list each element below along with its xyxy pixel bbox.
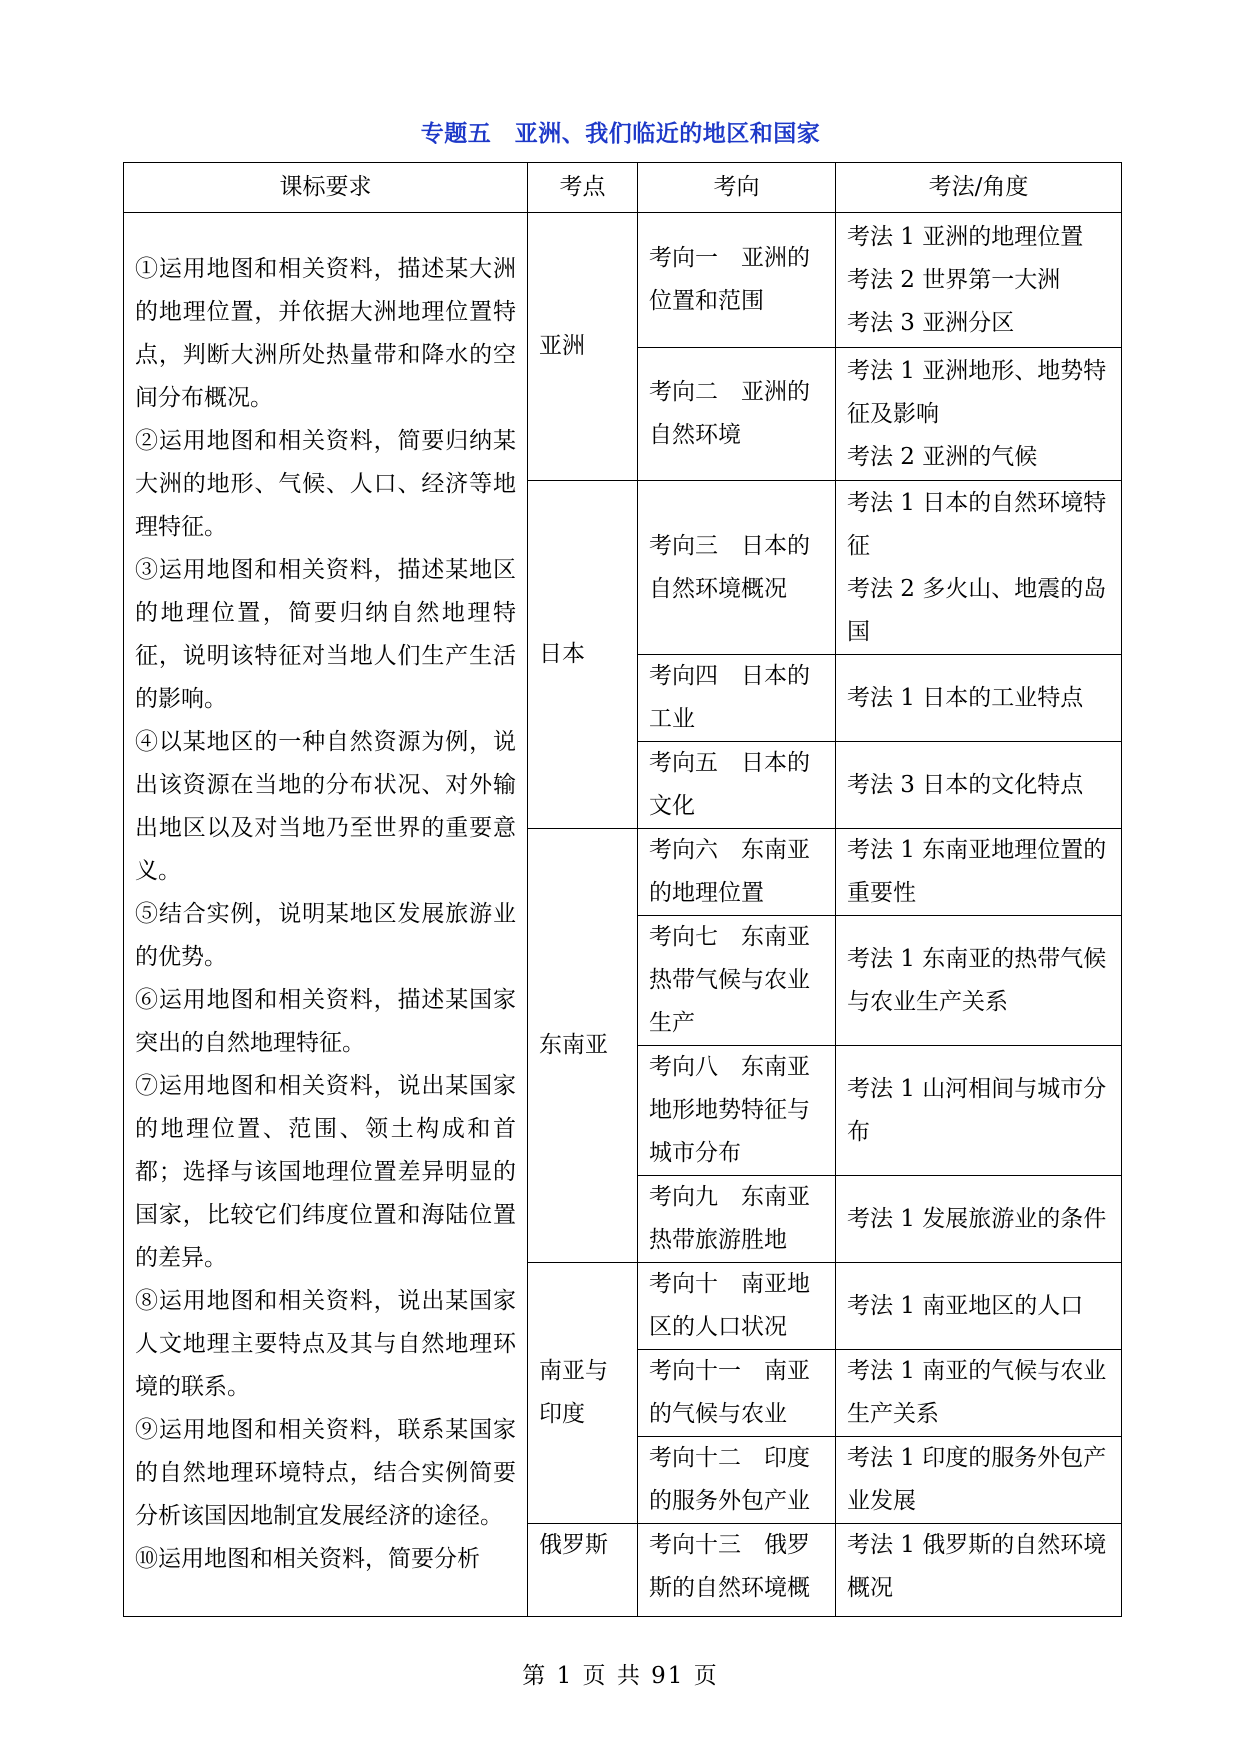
kaoxiang-cell: 考向十一 南亚的气候与农业 xyxy=(638,1350,836,1437)
requirement-item: ⑥运用地图和相关资料，描述某国家突出的自然地理特征。 xyxy=(135,987,516,1056)
kaodian-cell: 南亚与印度 xyxy=(528,1263,638,1524)
requirement-item: ⑤结合实例，说明某地区发展旅游业的优势。 xyxy=(135,901,516,970)
kaofa-cell: 考法 1 山河相间与城市分布 xyxy=(836,1046,1122,1176)
kaofa-cell xyxy=(836,348,1122,481)
kaofa-line: 考法 1 亚洲地形、地势特征及影响 xyxy=(847,357,1107,427)
kaoxiang-cell: 考向四 日本的工业 xyxy=(638,655,836,742)
header-kaodian: 考点 xyxy=(528,163,638,213)
kaofa-line: 考法 2 亚洲的气候 xyxy=(847,443,1038,470)
header-kaoxiang: 考向 xyxy=(638,163,836,213)
requirements-cell xyxy=(124,213,528,1617)
kaoxiang-cell: 考向三 日本的自然环境概况 xyxy=(638,481,836,655)
kaoxiang-cell: 考向六 东南亚的地理位置 xyxy=(638,829,836,916)
kaofa-cell: 考法 1 东南亚的热带气候与农业生产关系 xyxy=(836,916,1122,1046)
kaoxiang-cell: 考向五 日本的文化 xyxy=(638,742,836,829)
kaofa-cell: 考法 1 东南亚地理位置的重要性 xyxy=(836,829,1122,916)
requirement-item: ④以某地区的一种自然资源为例，说出该资源在当地的分布状况、对外输出地区以及对当地乃至世界的重要意义。 xyxy=(135,729,516,884)
kaoxiang-cell: 考向九 东南亚热带旅游胜地 xyxy=(638,1176,836,1263)
kaoxiang-cell: 考向十 南亚地区的人口状况 xyxy=(638,1263,836,1350)
kaofa-line: 考法 2 世界第一大洲 xyxy=(847,266,1061,293)
kaodian-cell: 亚洲 xyxy=(528,213,638,481)
kaoxiang-cell: 考向七 东南亚热带气候与农业生产 xyxy=(638,916,836,1046)
kaofa-line: 考法 1 日本的自然环境特征 xyxy=(847,489,1107,559)
requirement-item: ②运用地图和相关资料，简要归纳某大洲的地形、气候、人口、经济等地理特征。 xyxy=(135,428,516,540)
kaofa-cell: 考法 1 南亚地区的人口 xyxy=(836,1263,1122,1350)
kaofa-cell: 考法 1 印度的服务外包产业发展 xyxy=(836,1437,1122,1524)
kaofa-cell xyxy=(836,481,1122,655)
requirement-item: ①运用地图和相关资料，描述某大洲的地理位置，并依据大洲地理位置特点，判断大洲所处热量带和降水的空间分布概况。 xyxy=(135,256,516,411)
table-row xyxy=(124,213,1122,348)
requirement-item: ⑨运用地图和相关资料，联系某国家的自然地理环境特点，结合实例简要分析该国因地制宜发展经济的途径。 xyxy=(135,1417,516,1529)
kaoxiang-cell: 考向二 亚洲的自然环境 xyxy=(638,348,836,481)
curriculum-table xyxy=(123,162,1122,1617)
kaoxiang-cell: 考向十二 印度的服务外包产业 xyxy=(638,1437,836,1524)
requirement-item: ⑩运用地图和相关资料，简要分析 xyxy=(135,1546,480,1572)
kaodian-cell: 日本 xyxy=(528,481,638,829)
kaofa-cell: 考法 1 南亚的气候与农业生产关系 xyxy=(836,1350,1122,1437)
kaoxiang-cell: 考向八 东南亚地形地势特征与城市分布 xyxy=(638,1046,836,1176)
requirement-item: ③运用地图和相关资料，描述某地区的地理位置，简要归纳自然地理特征，说明该特征对当地人们生产生活的影响。 xyxy=(135,557,516,712)
header-kaofa: 考法/角度 xyxy=(836,163,1122,213)
kaoxiang-cell: 考向十三 俄罗斯的自然环境概 xyxy=(638,1524,836,1617)
kaodian-cell: 东南亚 xyxy=(528,829,638,1263)
kaofa-line: 考法 3 亚洲分区 xyxy=(847,309,1015,336)
kaofa-cell: 考法 1 日本的工业特点 xyxy=(836,655,1122,742)
kaofa-cell: 考法 1 发展旅游业的条件 xyxy=(836,1176,1122,1263)
kaofa-line: 考法 1 亚洲的地理位置 xyxy=(847,223,1084,250)
kaoxiang-cell: 考向一 亚洲的位置和范围 xyxy=(638,213,836,348)
page-footer: 第 1 页 共 91 页 xyxy=(522,1663,719,1689)
requirement-item: ⑧运用地图和相关资料，说出某国家人文地理主要特点及其与自然地理环境的联系。 xyxy=(135,1288,516,1400)
kaofa-cell xyxy=(836,213,1122,348)
kaofa-line: 考法 2 多火山、地震的岛国 xyxy=(847,575,1107,645)
page-title: 专题五 亚洲、我们临近的地区和国家 xyxy=(420,120,821,147)
kaofa-cell: 考法 1 俄罗斯的自然环境概况 xyxy=(836,1524,1122,1617)
kaodian-cell: 俄罗斯 xyxy=(528,1524,638,1617)
requirement-item: ⑦运用地图和相关资料，说出某国家的地理位置、范围、领土构成和首都；选择与该国地理位置差异明显的国家，比较它们纬度位置和海陆位置的差异。 xyxy=(135,1073,516,1271)
kaofa-cell: 考法 3 日本的文化特点 xyxy=(836,742,1122,829)
header-requirements: 课标要求 xyxy=(124,163,528,213)
table-header-row xyxy=(124,163,1122,213)
